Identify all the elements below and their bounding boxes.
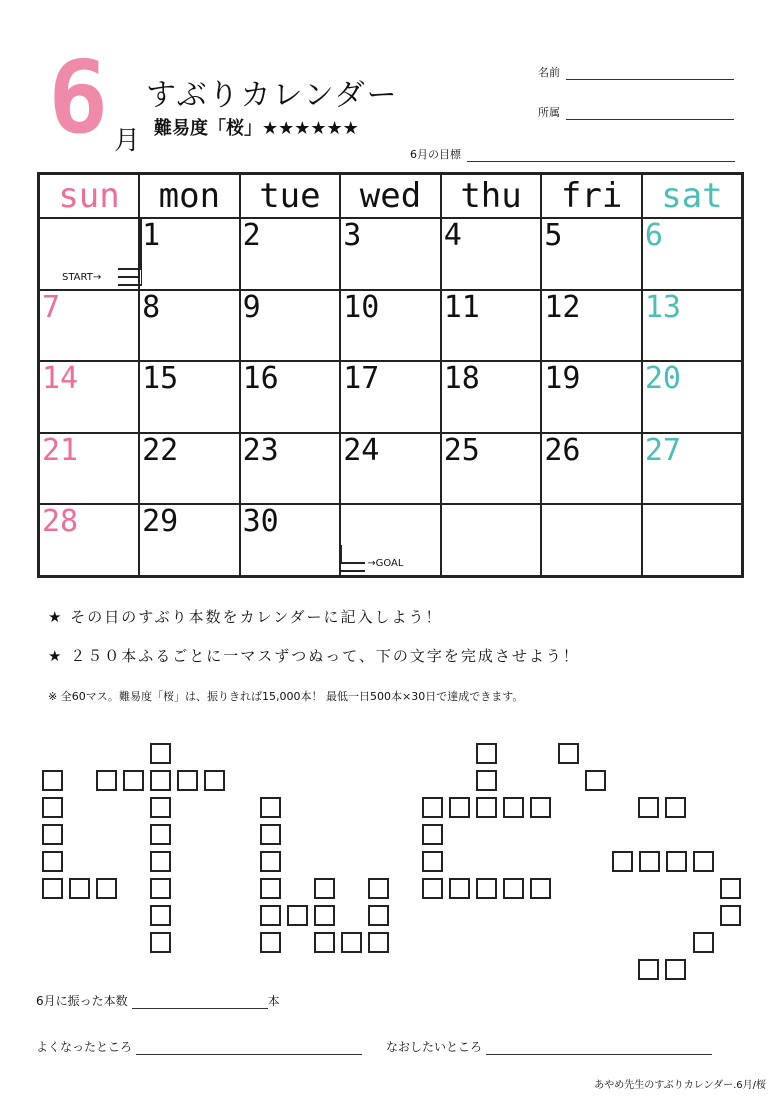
good-field[interactable] bbox=[36, 1038, 362, 1055]
day-number: 11 bbox=[443, 289, 480, 325]
goal-label: 6月の目標 bbox=[410, 148, 461, 161]
fill-square[interactable] bbox=[287, 905, 308, 926]
fill-square[interactable] bbox=[422, 797, 443, 818]
fill-square[interactable] bbox=[150, 878, 171, 899]
fill-square[interactable] bbox=[693, 851, 714, 872]
fill-square[interactable] bbox=[638, 797, 659, 818]
fill-square[interactable] bbox=[720, 878, 741, 899]
fill-square[interactable] bbox=[260, 905, 281, 926]
fill-square[interactable] bbox=[530, 797, 551, 818]
fill-square[interactable] bbox=[123, 770, 144, 791]
day-number: 23 bbox=[242, 432, 279, 468]
month-number: 6 bbox=[48, 39, 105, 156]
fill-square[interactable] bbox=[612, 851, 633, 872]
day-number: 13 bbox=[644, 289, 681, 325]
fill-square[interactable] bbox=[42, 824, 63, 845]
fill-square[interactable] bbox=[260, 824, 281, 845]
fill-square[interactable] bbox=[665, 797, 686, 818]
weekday-wed: wed bbox=[340, 174, 441, 219]
fill-square[interactable] bbox=[666, 851, 687, 872]
weekday-thu: thu bbox=[441, 174, 542, 219]
day-number: 5 bbox=[544, 218, 563, 253]
difficulty-label: 難易度「桜」★★★★★★ bbox=[154, 118, 359, 139]
day-number: 30 bbox=[242, 504, 279, 539]
weekday-sun: sun bbox=[39, 174, 140, 219]
day-number: 28 bbox=[42, 504, 79, 539]
fill-square[interactable] bbox=[368, 905, 389, 926]
day-number: 14 bbox=[42, 361, 79, 396]
swings-line bbox=[132, 1008, 268, 1009]
fill-square[interactable] bbox=[42, 770, 63, 791]
day-number: 15 bbox=[142, 361, 179, 396]
day-number: 10 bbox=[343, 289, 380, 325]
fill-square[interactable] bbox=[476, 743, 497, 764]
good-line bbox=[136, 1054, 362, 1055]
weekday-tue: tue bbox=[240, 174, 341, 219]
fill-square[interactable] bbox=[693, 932, 714, 953]
fill-square[interactable] bbox=[260, 797, 281, 818]
good-label: よくなったところ bbox=[36, 1040, 133, 1054]
fill-square[interactable] bbox=[314, 878, 335, 899]
fill-square[interactable] bbox=[42, 797, 63, 818]
fill-square[interactable] bbox=[150, 932, 171, 953]
day-number: 29 bbox=[142, 504, 179, 539]
fill-square[interactable] bbox=[503, 878, 524, 899]
credit: あやめ先生のすぶりカレンダー.6月/桜 bbox=[594, 1080, 766, 1091]
fill-square[interactable] bbox=[638, 959, 659, 980]
goal-marker: →GOAL bbox=[367, 558, 404, 569]
day-number: 21 bbox=[42, 432, 79, 468]
weekday-sat: sat bbox=[642, 174, 743, 219]
fix-field[interactable] bbox=[386, 1038, 712, 1055]
fill-square[interactable] bbox=[260, 932, 281, 953]
page-title: すぶりカレンダー bbox=[146, 78, 399, 113]
day-number: 22 bbox=[142, 432, 179, 468]
instruction-2: ★ ２５０本ふるごとに一マスずつぬって、下の文字を完成させよう！ bbox=[48, 647, 580, 665]
instruction-1: ★ その日のすぶり本数をカレンダーに記入しよう！ bbox=[48, 608, 443, 626]
day-number: 24 bbox=[343, 432, 380, 468]
day-number: 3 bbox=[343, 218, 362, 253]
name-label: 名前 bbox=[538, 66, 560, 79]
fill-square[interactable] bbox=[422, 824, 443, 845]
fill-square[interactable] bbox=[96, 770, 117, 791]
fill-square[interactable] bbox=[476, 770, 497, 791]
fill-square[interactable] bbox=[422, 878, 443, 899]
day-number: 26 bbox=[544, 432, 581, 468]
fill-square[interactable] bbox=[177, 770, 198, 791]
fill-square[interactable] bbox=[585, 770, 606, 791]
day-number: 1 bbox=[142, 218, 161, 253]
fill-square[interactable] bbox=[639, 851, 660, 872]
day-number: 4 bbox=[443, 218, 462, 253]
fill-square[interactable] bbox=[720, 905, 741, 926]
fill-square[interactable] bbox=[150, 770, 171, 791]
month-suffix: 月 bbox=[114, 126, 141, 156]
fill-square[interactable] bbox=[260, 851, 281, 872]
fill-square[interactable] bbox=[476, 797, 497, 818]
fill-square[interactable] bbox=[449, 797, 470, 818]
day-number: 12 bbox=[544, 289, 581, 325]
day-number: 8 bbox=[142, 289, 161, 325]
day-number: 2 bbox=[242, 218, 261, 253]
fill-square[interactable] bbox=[150, 851, 171, 872]
weekday-mon: mon bbox=[139, 174, 240, 219]
fill-square[interactable] bbox=[341, 932, 362, 953]
fill-square[interactable] bbox=[449, 878, 470, 899]
day-number: 20 bbox=[644, 361, 681, 396]
fill-square[interactable] bbox=[42, 878, 63, 899]
weekday-fri: fri bbox=[541, 174, 642, 219]
fill-square[interactable] bbox=[69, 878, 90, 899]
fix-label: なおしたいところ bbox=[386, 1040, 483, 1054]
fix-line bbox=[486, 1054, 712, 1055]
fill-square[interactable] bbox=[42, 851, 63, 872]
fill-square[interactable] bbox=[368, 878, 389, 899]
day-number: 27 bbox=[644, 432, 681, 468]
fill-square[interactable] bbox=[476, 878, 497, 899]
fill-square[interactable] bbox=[665, 959, 686, 980]
fill-square[interactable] bbox=[150, 797, 171, 818]
day-number: 6 bbox=[644, 218, 663, 253]
day-number: 9 bbox=[242, 289, 261, 325]
swings-field[interactable] bbox=[36, 992, 280, 1009]
swings-label: 6月に振った本数 bbox=[36, 994, 128, 1008]
fill-square[interactable] bbox=[314, 932, 335, 953]
day-number: 17 bbox=[343, 361, 380, 396]
affiliation-label: 所属 bbox=[538, 106, 560, 119]
fill-square[interactable] bbox=[204, 770, 225, 791]
day-number: 7 bbox=[42, 289, 61, 325]
fill-square[interactable] bbox=[150, 905, 171, 926]
fill-square[interactable] bbox=[422, 851, 443, 872]
fill-square[interactable] bbox=[96, 878, 117, 899]
instruction-note: ※ 全60マス。難易度「桜」は、振りきれば15,000本！ 最低一日500本×30日で達成できます。 bbox=[48, 690, 524, 703]
fill-square[interactable] bbox=[150, 743, 171, 764]
day-number: 25 bbox=[443, 432, 480, 468]
fill-square[interactable] bbox=[368, 932, 389, 953]
fill-square[interactable] bbox=[530, 878, 551, 899]
swings-unit: 本 bbox=[267, 994, 280, 1008]
fill-square[interactable] bbox=[314, 905, 335, 926]
fill-square[interactable] bbox=[260, 878, 281, 899]
fill-square[interactable] bbox=[150, 824, 171, 845]
fill-square[interactable] bbox=[558, 743, 579, 764]
start-marker: START→ bbox=[62, 271, 102, 283]
day-number: 19 bbox=[544, 361, 581, 396]
fill-square[interactable] bbox=[503, 797, 524, 818]
day-number: 18 bbox=[443, 361, 480, 396]
day-number: 16 bbox=[242, 361, 279, 396]
